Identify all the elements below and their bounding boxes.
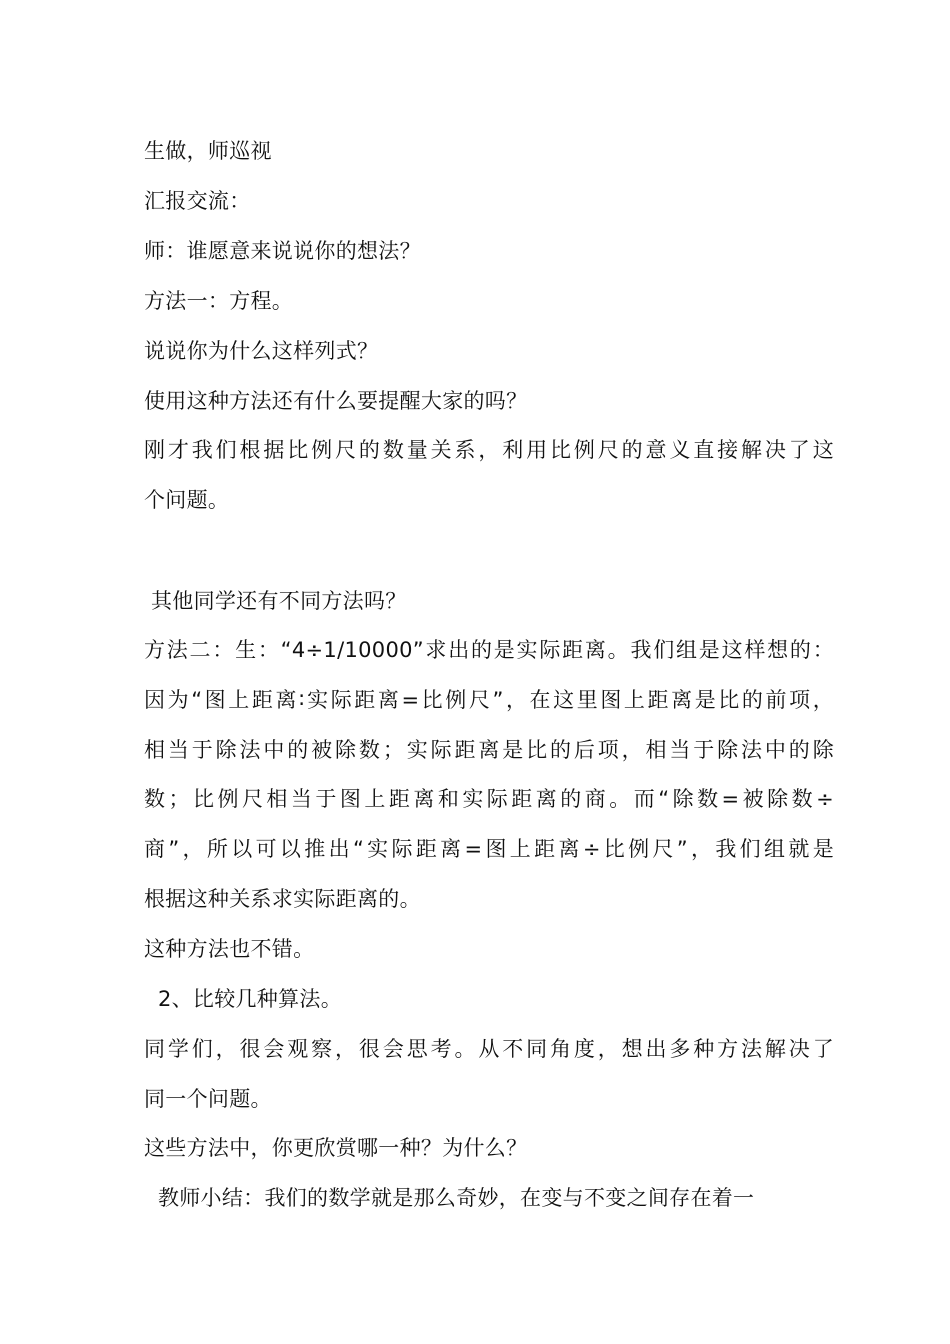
text-line-students-work: 生做，师巡视 — [144, 139, 272, 163]
text-line-report-exchange: 汇报交流： — [144, 189, 251, 213]
text-line-teacher-question: 师：谁愿意来说说你的想法？ — [144, 239, 421, 263]
text-line-also-good: 这种方法也不错。 — [144, 937, 315, 961]
text-line-method-two-f: 根据这种关系求实际距离的。 — [144, 887, 421, 911]
text-line-method-two-e: 商”，所以可以推出“实际距离=图上距离÷比例尺”，我们组就是 — [144, 837, 834, 861]
text-line-method-two-a: 方法二：生：“4÷1/10000”求出的是实际距离。我们组是这样想的： — [144, 638, 834, 662]
text-line-teacher-summary: 教师小结：我们的数学就是那么奇妙，在变与不变之间存在着一 — [144, 1186, 755, 1210]
text-line-why-formula: 说说你为什么这样列式？ — [144, 339, 379, 363]
text-line-summary-a: 刚才我们根据比例尺的数量关系，利用比例尺的意义直接解决了这 — [144, 438, 834, 462]
text-line-reminder: 使用这种方法还有什么要提醒大家的吗？ — [144, 389, 528, 413]
text-line-method-two-b: 因为“图上距离∶实际距离=比例尺”，在这里图上距离是比的前项， — [144, 688, 834, 712]
text-line-method-one: 方法一：方程。 — [144, 289, 294, 313]
text-line-other-methods: 其他同学还有不同方法吗？ — [144, 589, 407, 613]
text-line-students-praise-a: 同学们，很会观察，很会思考。从不同角度，想出多种方法解决了 — [144, 1037, 834, 1061]
text-line-method-two-d: 数；比例尺相当于图上距离和实际距离的商。而“除数=被除数÷ — [144, 787, 834, 811]
text-line-summary-b: 个问题。 — [144, 488, 230, 512]
text-line-method-two-c: 相当于除法中的被除数；实际距离是比的后项，相当于除法中的除 — [144, 738, 834, 762]
text-line-compare-methods: 2、比较几种算法。 — [144, 987, 343, 1011]
text-line-which-method: 这些方法中，你更欣赏哪一种？为什么？ — [144, 1136, 528, 1160]
text-line-students-praise-b: 同一个问题。 — [144, 1087, 272, 1111]
